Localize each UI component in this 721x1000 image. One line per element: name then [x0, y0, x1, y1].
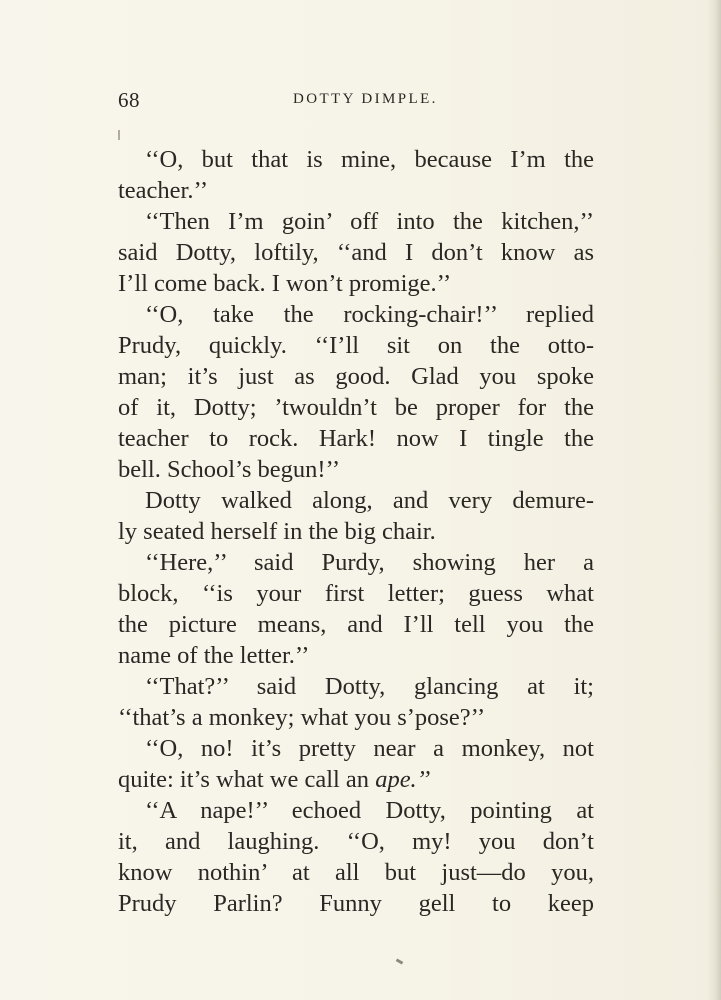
body-text — [118, 144, 594, 919]
text-line: ly seated herself in the big chair. — [118, 518, 436, 545]
text-line: ‘‘Here,’’ said Purdy, showing her a — [145, 549, 594, 576]
text-line: ‘‘that’s a monkey; what you s’pose?’’ — [118, 704, 486, 731]
text-line: man; it’s just as good. Glad you spoke — [118, 363, 594, 390]
text-line: block, ‘‘is your first letter; guess what — [118, 580, 594, 607]
text-line: ‘‘O, but that is mine, because I’m the — [145, 146, 594, 173]
page-edge-shadow — [707, 0, 721, 1000]
text-line: I’ll come back. I won’t promige.’’ — [118, 270, 452, 297]
text-line: ‘‘O, take the rocking-chair!’’ replied — [145, 301, 594, 328]
text-line: Prudy Parlin? Funny gell to keep — [118, 890, 594, 917]
text-line: of it, Dotty; ’twouldn’t be proper for the — [118, 394, 594, 421]
text-line-start: quite: it’s what we call an — [118, 766, 376, 793]
text-line: ‘‘That?’’ said Dotty, glancing at it; — [145, 673, 594, 700]
text-line: ‘‘Then I’m goin’ off into the kitchen,’’ — [145, 208, 594, 235]
text-line: bell. School’s begun!’’ — [118, 456, 341, 483]
text-line: teacher to rock. Hark! now I tingle the — [118, 425, 594, 452]
page-header — [118, 88, 594, 116]
text-line: ‘‘A nape!’’ echoed Dotty, pointing at — [145, 797, 594, 824]
text-line: it, and laughing. ‘‘O, my! you don’t — [118, 828, 594, 855]
text-line: the picture means, and I’ll tell you the — [118, 611, 594, 638]
print-mark — [396, 958, 404, 964]
text-line: teacher.’’ — [118, 177, 208, 204]
page-number: 68 — [118, 88, 140, 112]
text-line: name of the letter.’’ — [118, 642, 310, 669]
italic-word: ape.’’ — [375, 766, 431, 793]
running-head: DOTTY DIMPLE. — [293, 91, 438, 107]
text-line: Prudy, quickly. ‘‘I’ll sit on the otto- — [118, 332, 594, 359]
text-line: Dotty walked along, and very demure- — [145, 487, 594, 514]
text-line — [118, 764, 594, 795]
text-line: ‘‘O, no! it’s pretty near a monkey, not — [145, 735, 594, 762]
text-line: know nothin’ at all but just—do you, — [118, 859, 594, 886]
ink-speck — [118, 130, 120, 140]
text-line: said Dotty, loftily, ‘‘and I don’t know as — [118, 239, 594, 266]
